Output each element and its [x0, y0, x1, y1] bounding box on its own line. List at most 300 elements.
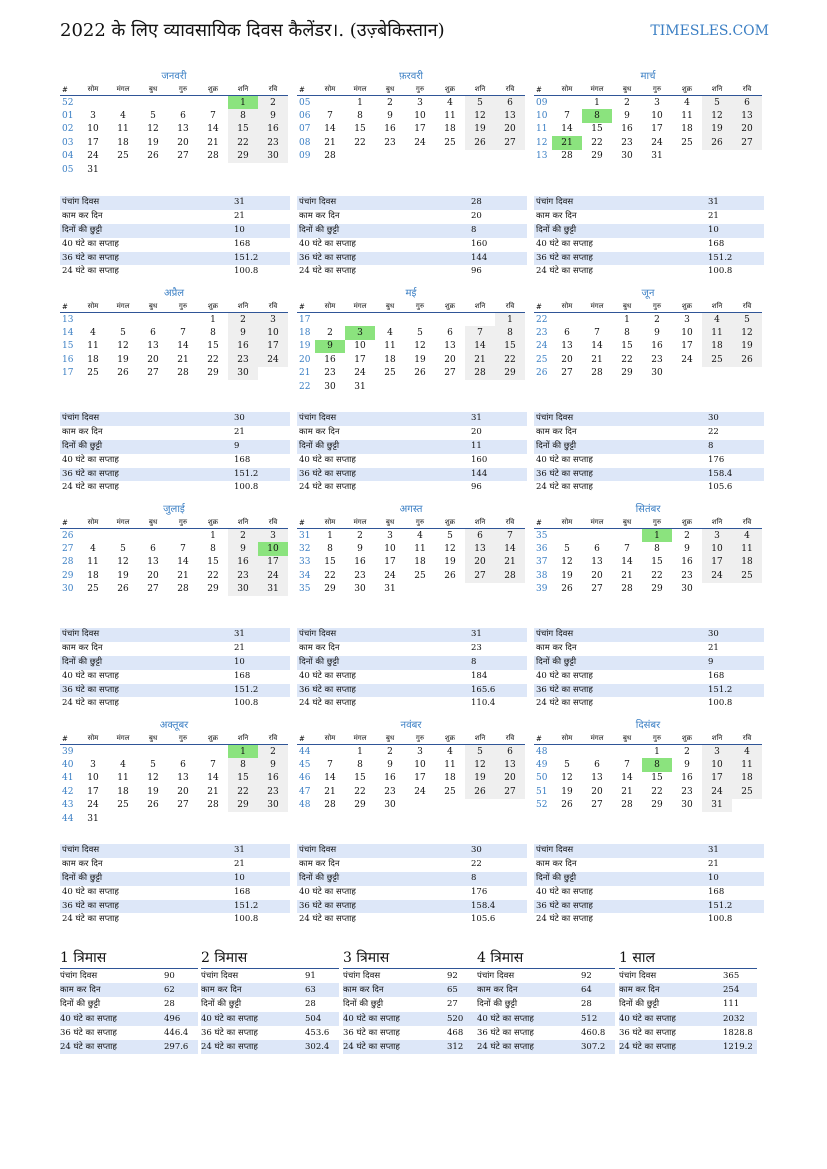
- day-cell: 29: [228, 150, 258, 163]
- stat-label: पंचांग दिवस: [619, 971, 657, 981]
- day-cell: [78, 96, 108, 110]
- day-cell: 3: [654, 97, 660, 108]
- weekday-header-row: [297, 733, 525, 745]
- brand-link[interactable]: TIMESLES.COM: [650, 23, 769, 39]
- weekday-header: सोम: [78, 517, 108, 529]
- stat-value: 31: [234, 197, 245, 207]
- weekday-header: रवि: [495, 84, 525, 96]
- stat-row: [60, 265, 290, 279]
- stat-value: 96: [471, 482, 482, 493]
- stat-value: 65: [447, 985, 458, 996]
- day-cell: 26: [465, 785, 495, 798]
- stat-value: 297.6: [164, 1041, 189, 1052]
- day-cell: 19: [147, 137, 159, 148]
- weekday-header: रवि: [732, 301, 762, 313]
- stat-row: [60, 872, 290, 886]
- day-cell: 14: [324, 124, 336, 135]
- week-number: 04: [62, 151, 74, 162]
- day-cell: [435, 313, 465, 327]
- stat-label: दिनों की छुट्टी: [62, 872, 103, 883]
- day-cell: 24: [87, 151, 99, 162]
- month-table: [534, 517, 762, 596]
- month-table: [60, 84, 288, 176]
- day-cell: 5: [702, 96, 732, 110]
- day-cell: 19: [117, 354, 129, 365]
- stat-row: [297, 844, 527, 858]
- stat-row: [297, 642, 527, 656]
- stat-label: दिनों की छुट्टी: [62, 224, 103, 235]
- day-cell: 1: [210, 530, 216, 541]
- day-cell: 29: [354, 800, 366, 811]
- day-cell: [108, 745, 138, 759]
- stat-row: [60, 454, 290, 468]
- stat-label: 36 घंटे का सप्ताह: [536, 252, 593, 263]
- day-cell: 25: [414, 570, 426, 581]
- month-table: [60, 517, 288, 596]
- weekday-header: रवि: [732, 733, 762, 745]
- day-cell: [198, 96, 228, 110]
- week-number: 35: [299, 584, 311, 595]
- stat-value: 2032: [723, 1013, 745, 1024]
- stat-label: 36 घंटे का सप्ताह: [62, 684, 119, 695]
- stat-value: 446.4: [164, 1027, 189, 1038]
- stat-value: 168: [708, 238, 725, 249]
- stat-row: [534, 913, 764, 927]
- day-cell: 12: [561, 557, 573, 568]
- stat-value: 504: [305, 1013, 322, 1024]
- day-cell: 30: [354, 584, 366, 595]
- stat-label: 40 घंटे का सप्ताह: [536, 238, 593, 249]
- stat-label: 36 घंटे का सप्ताह: [62, 468, 119, 479]
- day-cell: 18: [87, 570, 99, 581]
- week-row: [60, 799, 288, 812]
- stat-row: [477, 969, 615, 983]
- day-cell: 19: [561, 570, 573, 581]
- stat-label: पंचांग दिवस: [536, 197, 574, 207]
- stat-value: 21: [708, 210, 719, 221]
- day-cell: 19: [414, 354, 426, 365]
- day-cell: 30: [258, 799, 288, 812]
- day-cell: 9: [684, 544, 690, 555]
- day-cell: 17: [681, 341, 693, 352]
- day-cell: 19: [444, 557, 456, 568]
- day-cell: 28: [465, 367, 495, 380]
- weekday-header: शनि: [228, 84, 258, 96]
- stat-label: 40 घंटे का सप्ताह: [62, 454, 119, 465]
- weekday-header: शुक्र: [198, 301, 228, 313]
- week-number-header: #: [60, 84, 78, 96]
- day-cell: 27: [177, 800, 189, 811]
- week-number: 22: [299, 381, 311, 392]
- day-cell: 4: [447, 746, 453, 757]
- stat-row: [60, 913, 290, 927]
- week-row: [60, 367, 288, 380]
- month-block: [534, 287, 762, 380]
- weekday-header: सोम: [315, 733, 345, 745]
- day-cell: 11: [732, 542, 762, 555]
- day-cell: 8: [654, 544, 660, 555]
- day-cell: 3: [387, 530, 393, 541]
- stat-value: 30: [234, 413, 245, 423]
- weekday-header: शुक्र: [672, 301, 702, 313]
- day-cell: 1: [357, 746, 363, 757]
- stat-value: 22: [708, 426, 719, 437]
- month-stats: [534, 196, 764, 279]
- day-cell: 13: [732, 109, 762, 122]
- day-cell: 15: [651, 773, 663, 784]
- stat-row: [60, 670, 290, 684]
- day-cell: 4: [447, 97, 453, 108]
- day-cell: 26: [444, 570, 456, 581]
- stat-value: 31: [471, 629, 482, 639]
- day-cell: 10: [87, 773, 99, 784]
- stat-label: 40 घंटे का सप्ताह: [60, 1013, 117, 1024]
- stat-row: [297, 656, 527, 670]
- holiday-day-cell: 9: [315, 340, 345, 353]
- day-cell: 8: [495, 326, 525, 339]
- stat-value: 453.6: [305, 1027, 330, 1038]
- stat-label: 40 घंटे का सप्ताह: [536, 670, 593, 681]
- day-cell: 15: [354, 124, 366, 135]
- stat-row: [60, 684, 290, 698]
- day-cell: 9: [387, 111, 393, 122]
- stat-row: [60, 412, 290, 426]
- stat-value: 110.4: [471, 698, 496, 709]
- stat-row: [534, 412, 764, 426]
- week-row: [534, 96, 762, 110]
- quarter-stats: [619, 969, 757, 1054]
- weekday-header-row: [297, 84, 525, 96]
- day-cell: 7: [594, 328, 600, 339]
- stat-value: 168: [234, 670, 251, 681]
- stat-row: [534, 265, 764, 279]
- stat-row: [534, 697, 764, 711]
- stat-row: [619, 983, 757, 997]
- stat-value: 21: [708, 858, 719, 869]
- weekday-header: मंगल: [582, 84, 612, 96]
- weekday-header: सोम: [552, 733, 582, 745]
- quarter-stats: [201, 969, 339, 1054]
- week-number: 45: [299, 760, 311, 771]
- stat-value: 460.8: [581, 1027, 606, 1038]
- day-cell: 22: [651, 786, 663, 797]
- day-cell: 8: [624, 328, 630, 339]
- day-cell: 26: [147, 151, 159, 162]
- week-number-header: #: [60, 301, 78, 313]
- week-row: [60, 745, 288, 759]
- day-cell: 3: [702, 745, 732, 759]
- day-cell: 14: [177, 341, 189, 352]
- day-cell: 26: [702, 136, 732, 149]
- stat-label: पंचांग दिवस: [62, 413, 100, 423]
- day-cell: 21: [621, 570, 633, 581]
- quarter-title: 2 त्रिमास: [201, 948, 339, 969]
- weekday-header: शुक्र: [435, 84, 465, 96]
- stat-label: दिनों की छुट्टी: [201, 999, 242, 1010]
- day-cell: 4: [732, 745, 762, 759]
- weekday-header: मंगल: [345, 517, 375, 529]
- stat-label: पंचांग दिवस: [299, 629, 337, 639]
- week-row: [297, 799, 525, 812]
- day-cell: 28: [177, 584, 189, 595]
- weekday-header: सोम: [78, 733, 108, 745]
- day-cell: 13: [591, 773, 603, 784]
- day-cell: 3: [90, 111, 96, 122]
- day-cell: 21: [465, 353, 495, 366]
- day-cell: 23: [681, 570, 693, 581]
- stat-label: 36 घंटे का सप्ताह: [299, 468, 356, 479]
- day-cell: 5: [150, 760, 156, 771]
- month-stats: [534, 412, 764, 495]
- week-row: [534, 123, 762, 136]
- stat-row: [60, 628, 290, 642]
- stat-label: 40 घंटे का सप्ताह: [477, 1013, 534, 1024]
- day-cell: 2: [684, 746, 690, 757]
- week-row: [297, 542, 525, 555]
- day-cell: [258, 812, 288, 825]
- day-cell: 2: [624, 97, 630, 108]
- week-row: [60, 812, 288, 825]
- day-cell: 2: [357, 530, 363, 541]
- stat-value: 20: [471, 426, 482, 437]
- day-cell: [108, 96, 138, 110]
- stat-value: 151.2: [708, 252, 733, 263]
- stat-label: 40 घंटे का सप्ताह: [201, 1013, 258, 1024]
- week-number: 17: [62, 368, 74, 379]
- weekday-header: मंगल: [108, 733, 138, 745]
- day-cell: 28: [324, 151, 336, 162]
- day-cell: 17: [258, 556, 288, 569]
- week-number: 17: [299, 314, 311, 325]
- stat-value: 151.2: [234, 900, 259, 911]
- stat-value: 9: [708, 656, 714, 667]
- stat-value: 10: [234, 872, 245, 883]
- day-cell: 26: [732, 353, 762, 366]
- day-cell: [612, 745, 642, 759]
- week-row: [297, 353, 525, 366]
- stat-label: दिनों की छुट्टी: [619, 999, 660, 1010]
- stat-row: [619, 1040, 757, 1054]
- week-row: [60, 326, 288, 339]
- week-row: [60, 583, 288, 596]
- stat-label: 40 घंटे का सप्ताह: [62, 238, 119, 249]
- month-name: मई: [405, 288, 417, 299]
- day-cell: [108, 163, 138, 176]
- weekday-header: गुरु: [642, 733, 672, 745]
- weekday-header-row: [60, 301, 288, 313]
- stat-row: [343, 969, 481, 983]
- day-cell: 2: [258, 96, 288, 110]
- stat-value: 27: [447, 999, 458, 1010]
- day-cell: [552, 529, 582, 543]
- weekday-header: सोम: [315, 301, 345, 313]
- day-cell: 21: [207, 786, 219, 797]
- week-number-header: #: [297, 301, 315, 313]
- week-row: [60, 758, 288, 771]
- day-cell: 12: [702, 109, 732, 122]
- day-cell: 11: [384, 341, 396, 352]
- day-cell: 29: [591, 151, 603, 162]
- day-cell: 19: [465, 772, 495, 785]
- day-cell: 10: [681, 328, 693, 339]
- day-cell: 9: [654, 328, 660, 339]
- day-cell: [375, 150, 405, 163]
- day-cell: 5: [150, 111, 156, 122]
- day-cell: 10: [87, 124, 99, 135]
- stat-value: 365: [723, 971, 740, 981]
- stat-value: 165.6: [471, 684, 496, 695]
- weekday-header: शुक्र: [198, 733, 228, 745]
- weekday-header: शुक्र: [198, 84, 228, 96]
- day-cell: 11: [117, 773, 129, 784]
- stat-row: [343, 983, 481, 997]
- week-number-header: #: [297, 517, 315, 529]
- day-cell: 19: [147, 786, 159, 797]
- stat-value: 160: [471, 238, 488, 249]
- day-cell: 20: [177, 137, 189, 148]
- week-row: [534, 367, 762, 380]
- day-cell: [495, 799, 525, 812]
- week-number-header: #: [534, 517, 552, 529]
- stat-value: 8: [708, 440, 714, 451]
- week-row: [60, 353, 288, 366]
- day-cell: 1: [210, 314, 216, 325]
- stat-value: 92: [581, 971, 592, 981]
- stat-label: 36 घंटे का सप्ताह: [299, 900, 356, 911]
- stat-row: [297, 210, 527, 224]
- month-block: [297, 719, 525, 812]
- stat-value: 105.6: [471, 914, 496, 925]
- day-cell: [228, 163, 258, 176]
- month-table: [297, 301, 525, 393]
- day-cell: 10: [384, 544, 396, 555]
- day-cell: 28: [621, 800, 633, 811]
- stat-value: 30: [471, 845, 482, 855]
- month-block: [60, 503, 288, 596]
- day-cell: 25: [702, 353, 732, 366]
- day-cell: 10: [258, 326, 288, 339]
- week-row: [297, 785, 525, 798]
- weekday-header-row: [534, 733, 762, 745]
- month-stats: [297, 844, 527, 927]
- stat-row: [60, 1012, 198, 1026]
- day-cell: 8: [357, 760, 363, 771]
- day-cell: 17: [87, 137, 99, 148]
- day-cell: [582, 529, 612, 543]
- stat-label: काम कर दिन: [62, 858, 103, 869]
- stat-value: 168: [708, 670, 725, 681]
- stat-value: 100.8: [234, 266, 259, 277]
- day-cell: 2: [258, 745, 288, 759]
- stat-label: 40 घंटे का सप्ताह: [536, 454, 593, 465]
- stat-label: दिनों की छुट्टी: [299, 440, 340, 451]
- weekday-header: बुध: [138, 301, 168, 313]
- day-cell: 13: [177, 773, 189, 784]
- stat-label: दिनों की छुट्टी: [299, 872, 340, 883]
- day-cell: 30: [681, 584, 693, 595]
- weekday-header: मंगल: [582, 301, 612, 313]
- day-cell: 11: [732, 758, 762, 771]
- day-cell: 30: [324, 381, 336, 392]
- day-cell: 17: [87, 786, 99, 797]
- day-cell: 29: [651, 800, 663, 811]
- week-number: 29: [62, 570, 74, 581]
- day-cell: 28: [207, 800, 219, 811]
- day-cell: 26: [117, 584, 129, 595]
- stat-row: [60, 844, 290, 858]
- stat-value: 144: [471, 252, 488, 263]
- day-cell: 18: [414, 557, 426, 568]
- weekday-header: शुक्र: [435, 733, 465, 745]
- day-cell: [672, 367, 702, 380]
- day-cell: 18: [681, 124, 693, 135]
- day-cell: 9: [228, 542, 258, 555]
- stat-row: [60, 224, 290, 238]
- stat-row: [534, 252, 764, 266]
- weekday-header: शनि: [702, 517, 732, 529]
- day-cell: 31: [354, 381, 366, 392]
- day-cell: 23: [621, 137, 633, 148]
- day-cell: 27: [495, 136, 525, 149]
- day-cell: 25: [87, 368, 99, 379]
- week-number: 35: [536, 530, 548, 541]
- week-row: [60, 150, 288, 163]
- day-cell: 6: [732, 96, 762, 110]
- day-cell: 3: [258, 313, 288, 327]
- stat-label: 36 घंटे का सप्ताह: [201, 1027, 258, 1038]
- day-cell: 28: [495, 569, 525, 582]
- day-cell: 30: [384, 800, 396, 811]
- stat-label: काम कर दिन: [536, 426, 577, 437]
- stat-value: 111: [723, 999, 740, 1010]
- day-cell: 31: [702, 799, 732, 812]
- weekday-header: सोम: [552, 84, 582, 96]
- holiday-day-cell: 1: [642, 529, 672, 543]
- week-number: 40: [62, 760, 74, 771]
- day-cell: [315, 313, 345, 327]
- week-number: 05: [62, 164, 74, 175]
- day-cell: 2: [684, 530, 690, 541]
- day-cell: 8: [327, 544, 333, 555]
- week-row: [60, 569, 288, 582]
- weekday-header: बुध: [375, 84, 405, 96]
- day-cell: 29: [495, 367, 525, 380]
- stat-label: दिनों की छुट्टी: [299, 224, 340, 235]
- stat-value: 144: [471, 468, 488, 479]
- day-cell: 11: [702, 326, 732, 339]
- day-cell: 14: [591, 341, 603, 352]
- day-cell: 20: [495, 772, 525, 785]
- stat-label: 36 घंटे का सप्ताह: [619, 1027, 676, 1038]
- day-cell: 4: [90, 328, 96, 339]
- day-cell: 28: [591, 368, 603, 379]
- stat-value: 31: [708, 197, 719, 207]
- day-cell: 15: [207, 557, 219, 568]
- week-row: [534, 583, 762, 596]
- quarter-stats: [60, 969, 198, 1054]
- stat-row: [619, 969, 757, 983]
- day-cell: 7: [495, 529, 525, 543]
- stat-value: 176: [471, 886, 488, 897]
- week-number: 25: [536, 354, 548, 365]
- stat-value: 168: [708, 886, 725, 897]
- stat-row: [297, 196, 527, 210]
- day-cell: 24: [87, 800, 99, 811]
- day-cell: 25: [117, 800, 129, 811]
- day-cell: 15: [621, 341, 633, 352]
- day-cell: 27: [495, 785, 525, 798]
- weekday-header: बुध: [612, 84, 642, 96]
